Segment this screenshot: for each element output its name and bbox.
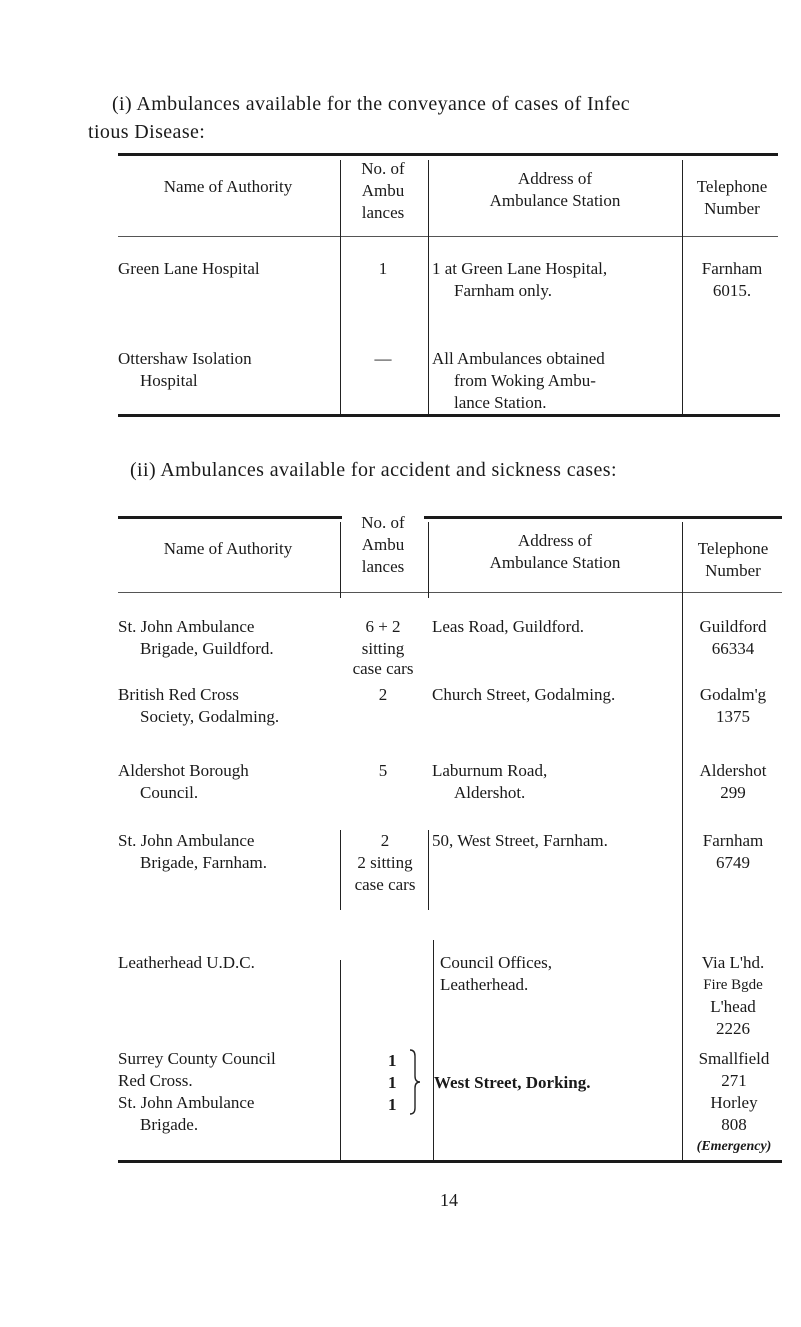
s2-row6-phone-line: (Emergency)	[696, 1139, 772, 1154]
s1-header-address	[430, 168, 680, 212]
s2-row6-ambu-line: 1	[388, 1095, 397, 1114]
s2-row4-address-line: 50, West Street, Farnham.	[432, 831, 608, 850]
section1-bottom-rule	[118, 414, 780, 417]
s1-row1-authority	[118, 258, 260, 280]
s2-row4-ambu-line: 2	[380, 831, 390, 850]
s2-row3-authority	[118, 760, 249, 804]
s1-row2-address	[432, 348, 605, 414]
s2-row5-authority-line: Leatherhead U.D.C.	[118, 953, 255, 972]
section1-header-rule	[118, 236, 778, 237]
section1-heading-line1: (i) Ambulances available for the conveyance of cases of Infec	[112, 93, 631, 115]
s2-row1-authority	[118, 616, 274, 660]
section2-heading: (ii) Ambulances available for accident and sickness cases:	[130, 459, 617, 481]
page-number: 14	[440, 1190, 458, 1210]
s2-row6-phone-line: 808	[721, 1115, 747, 1134]
s2-row5-phone-line: Via L'hd.	[701, 953, 765, 972]
s2-row3-address-line: Aldershot.	[454, 783, 526, 802]
s1-divider-1	[340, 160, 341, 414]
s1-row2-authority-line: Ottershaw Isolation	[118, 349, 252, 368]
s2-row4-ambu-line: case cars	[354, 875, 416, 894]
s2-header-address-line: Ambulance Station	[489, 553, 621, 572]
s2-header-address	[430, 530, 680, 574]
s2-divider-1c	[340, 960, 341, 1160]
s2-row6-ambu	[388, 1050, 408, 1116]
s2-row3-ambu	[342, 760, 424, 782]
s1-row1-address	[432, 258, 607, 302]
s2-row2-ambu	[342, 684, 424, 706]
s2-row1-authority-line: Brigade, Guildford.	[140, 639, 274, 658]
s2-header-ambu-line: Ambu	[361, 535, 405, 554]
s2-row5-address-line: Leatherhead.	[440, 975, 529, 994]
s2-row5-authority	[118, 952, 255, 974]
s2-row3-address	[432, 760, 547, 804]
s2-row4-ambu	[342, 830, 428, 896]
s2-row4-address	[432, 830, 608, 852]
s2-row1-ambu	[342, 616, 424, 678]
s1-row2-address-line: from Woking Ambu-	[454, 371, 596, 390]
s2-header-ambu-line: No. of	[361, 513, 405, 532]
s2-row6-phone-line: 271	[721, 1071, 747, 1090]
s2-row6-address	[434, 1072, 590, 1094]
s2-header-authority: Name of Authority	[163, 539, 293, 558]
s2-row5-phone-line: L'head	[710, 997, 756, 1016]
s1-header-phone	[684, 176, 780, 220]
s2-row3-authority-line: Council.	[140, 783, 199, 802]
s2-row6-authority-line: St. John Ambulance	[118, 1093, 255, 1112]
s2-row6-phone	[684, 1048, 784, 1158]
s1-header-ambu	[342, 158, 424, 224]
s2-row4-authority-line: St. John Ambulance	[118, 831, 255, 850]
s1-row1-phone	[684, 258, 780, 302]
s2-header-ambu-line: lances	[361, 557, 405, 576]
s2-row6-authority	[118, 1048, 276, 1136]
s2-row3-phone-line: Aldershot	[699, 761, 767, 780]
s2-row1-address-line: Leas Road, Guildford.	[432, 617, 585, 636]
s2-row6-authority-line: Brigade.	[140, 1115, 199, 1134]
s2-row1-phone-line: Guildford	[699, 617, 767, 636]
s1-header-phone-line: Number	[704, 199, 760, 218]
s1-row1-authority-line: Green Lane Hospital	[118, 259, 260, 278]
s2-row4-phone	[684, 830, 782, 874]
s1-header-authority: Name of Authority	[163, 177, 293, 196]
section2-top-rule	[118, 516, 782, 519]
s2-row6-ambu-line: 1	[388, 1073, 397, 1092]
section1-top-rule	[118, 153, 778, 156]
s1-row2-ambu	[342, 348, 424, 370]
s1-header-ambu-line: Ambu	[361, 181, 405, 200]
s2-row5-address-line: Council Offices,	[440, 953, 553, 972]
s2-divider-2c	[433, 940, 434, 1160]
s2-row5-phone-line: Fire Bgde	[703, 977, 763, 993]
s2-row2-address	[432, 684, 615, 706]
s2-row3-phone	[684, 760, 782, 804]
s2-row3-address-line: Laburnum Road,	[432, 761, 548, 780]
s1-divider-3	[682, 160, 683, 414]
s2-row1-ambu-line: 6 + 2	[365, 617, 401, 636]
s2-divider-1a	[340, 522, 341, 598]
s2-row3-authority-line: Aldershot Borough	[118, 761, 249, 780]
s1-row1-phone-line: Farnham	[701, 259, 763, 278]
s2-row1-phone	[684, 616, 782, 660]
s2-row2-phone-line: Godalm'g	[699, 685, 767, 704]
s2-row6-ambu-line: 1	[388, 1051, 397, 1070]
s1-row1-address-line: Farnham only.	[454, 281, 553, 300]
s2-row6-phone-line: Smallfield	[698, 1049, 770, 1068]
s2-header-phone	[684, 538, 782, 582]
s2-row5-phone-line: 2226	[716, 1019, 750, 1038]
s2-row2-phone	[684, 684, 782, 728]
s2-row2-phone-line: 1375	[716, 707, 750, 726]
s1-row1-ambu	[342, 258, 424, 280]
s2-row3-ambu-line: 5	[378, 761, 388, 780]
s1-header-ambu-line: lances	[361, 203, 405, 222]
s2-row4-ambu-line: 2 sitting	[357, 853, 413, 872]
s2-divider-2a	[428, 522, 429, 598]
s2-row2-authority	[118, 684, 279, 728]
s1-row1-address-line: 1 at Green Lane Hospital,	[432, 259, 608, 278]
s2-row4-authority-line: Brigade, Farnham.	[140, 853, 267, 872]
s1-row2-ambu-line: —	[374, 349, 392, 368]
s2-divider-3	[682, 522, 683, 1160]
s1-header-phone-line: Telephone	[696, 177, 768, 196]
s1-row2-address-line: All Ambulances obtained	[432, 349, 605, 368]
s1-row2-address-line: lance Station.	[454, 393, 547, 412]
s2-row1-address	[432, 616, 584, 638]
s2-row2-address-line: Church Street, Godalming.	[432, 685, 616, 704]
s2-row2-authority-line: British Red Cross	[118, 685, 239, 704]
s2-row5-phone	[684, 952, 782, 1040]
s1-header-address-line: Address of	[517, 169, 593, 188]
s1-divider-2	[428, 160, 429, 414]
s1-row1-ambu-line: 1	[378, 259, 388, 278]
s2-row4-phone-line: 6749	[716, 853, 750, 872]
s2-row4-authority	[118, 830, 267, 874]
s2-row6-brace-icon	[408, 1048, 422, 1116]
s2-row1-ambu-line: case cars	[352, 659, 414, 678]
section2-bottom-rule	[118, 1160, 782, 1163]
s2-row3-phone-line: 299	[720, 783, 746, 802]
section1-heading-line2: tious Disease:	[88, 121, 206, 143]
s2-row6-authority-line: Red Cross.	[118, 1071, 193, 1090]
s2-row1-phone-line: 66334	[711, 639, 755, 658]
s2-row6-address-line: West Street, Dorking.	[434, 1073, 591, 1092]
s2-row1-ambu-line: sitting	[361, 639, 405, 658]
s1-header-ambu-line: No. of	[361, 159, 405, 178]
s2-row6-phone-line: Horley	[710, 1093, 758, 1112]
s2-row2-ambu-line: 2	[378, 685, 388, 704]
s2-row6-authority-line: Surrey County Council	[118, 1049, 276, 1068]
s2-divider-2b	[428, 830, 429, 910]
s1-row1-phone-line: 6015.	[712, 281, 752, 300]
s2-divider-1b	[340, 830, 341, 910]
s1-header-address-line: Ambulance Station	[489, 191, 621, 210]
s1-row2-authority-line: Hospital	[140, 371, 198, 390]
s1-row2-authority	[118, 348, 252, 392]
s2-row1-authority-line: St. John Ambulance	[118, 617, 255, 636]
s2-row2-authority-line: Society, Godalming.	[140, 707, 280, 726]
s2-header-ambu	[342, 512, 424, 578]
s2-header-address-line: Address of	[517, 531, 593, 550]
s2-row5-address	[440, 952, 552, 996]
s2-row4-phone-line: Farnham	[702, 831, 764, 850]
s2-header-phone-line: Telephone	[697, 539, 769, 558]
s2-header-phone-line: Number	[705, 561, 761, 580]
